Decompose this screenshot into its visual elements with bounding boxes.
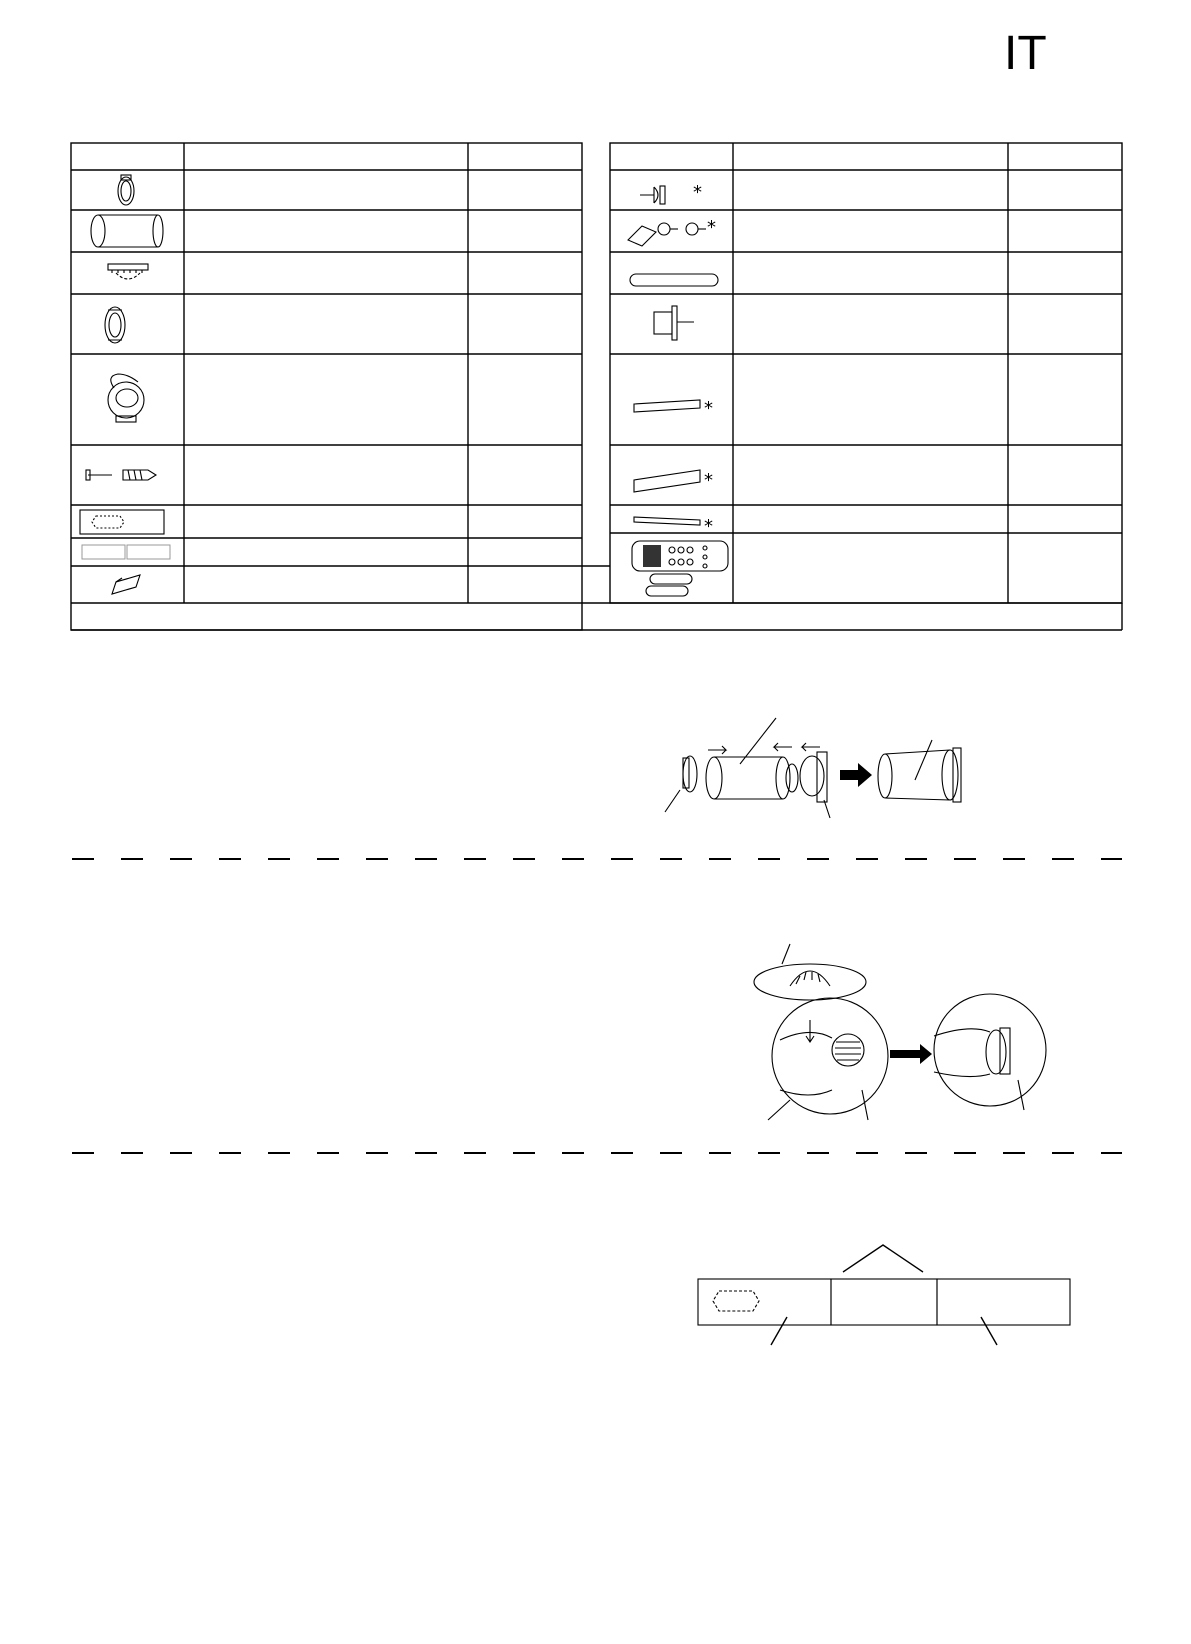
vent-grille-icon xyxy=(108,264,148,279)
seal-strip-icon xyxy=(634,398,713,419)
bracket-and-screws-icon xyxy=(628,217,716,246)
hose-clamp-ring-icon xyxy=(118,175,134,205)
drain-connector-icon xyxy=(654,306,694,340)
asterisk-mark: * xyxy=(693,182,702,203)
accessory-table xyxy=(0,0,1191,640)
asterisk-mark: * xyxy=(707,217,716,238)
asterisk-mark: * xyxy=(704,398,713,419)
window-panel-with-opening-icon xyxy=(80,510,164,534)
rivet-pin-icon xyxy=(640,182,702,204)
left-table-grid xyxy=(71,143,1122,630)
remote-control-and-batteries-icon xyxy=(632,541,728,596)
hose-assembly-diagram-icon xyxy=(650,700,990,820)
window-panel-assembly-diagram-icon xyxy=(695,1235,1080,1355)
asterisk-mark: * xyxy=(704,516,713,537)
window-adapter-cap-icon xyxy=(108,374,144,422)
clip-icon xyxy=(112,575,140,594)
exhaust-hose-icon xyxy=(91,215,163,247)
drain-tube-icon xyxy=(630,274,718,286)
window-panel-pair-icon xyxy=(82,545,170,559)
hose-adapter-ring-icon xyxy=(105,307,125,343)
right-table-grid xyxy=(71,143,1122,630)
foam-seal-icon xyxy=(634,470,713,492)
thin-seal-strip-icon xyxy=(634,516,713,537)
screw-and-anchor-icon xyxy=(86,470,156,480)
language-code: IT xyxy=(1004,27,1047,80)
section-divider xyxy=(72,858,1122,860)
section-divider xyxy=(72,1152,1122,1154)
hose-attachment-diagram-icon xyxy=(750,940,1050,1125)
asterisk-mark: * xyxy=(704,470,713,491)
